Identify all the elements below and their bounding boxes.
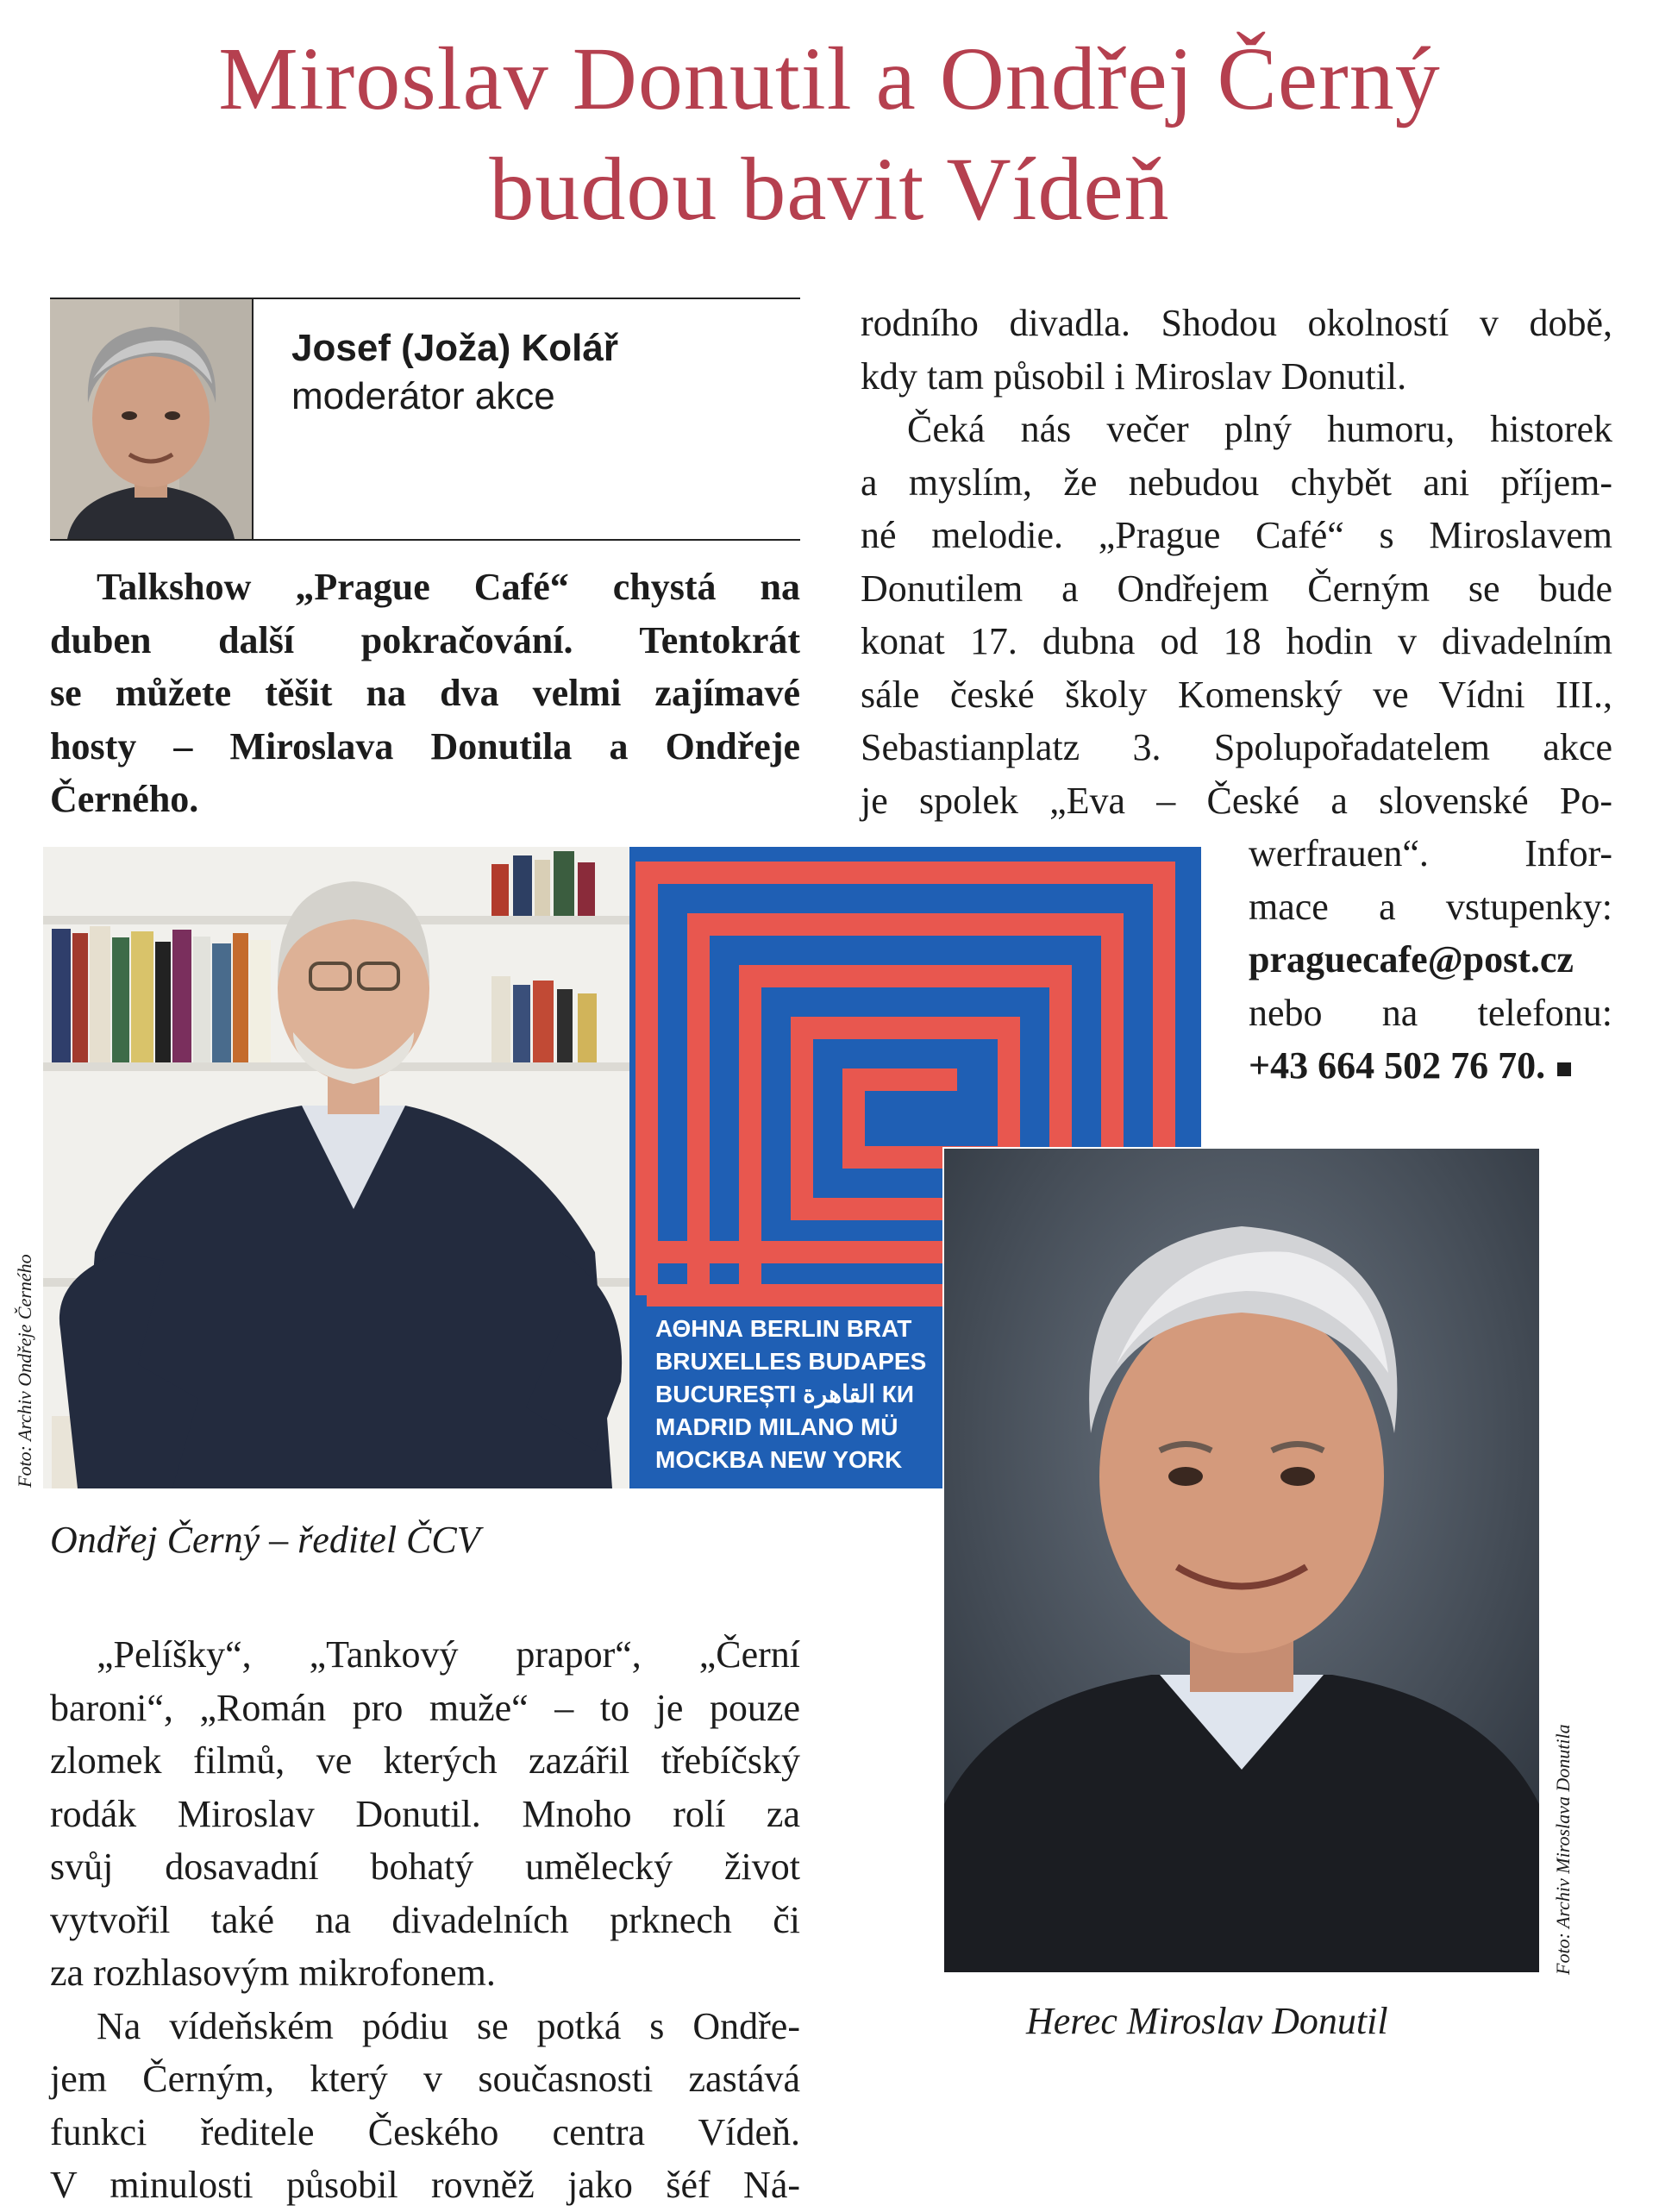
author-box	[50, 298, 800, 541]
poster-city-line: MOCKBA NEW YORK	[655, 1446, 903, 1473]
text-line: Sebastianplatz 3. Spolupořadatelem akce	[861, 726, 1612, 768]
author-name: Josef (Joža) Kolář	[291, 327, 618, 369]
headline	[0, 24, 1659, 245]
text-line: jem Černým, který v současnosti zastává	[50, 2058, 800, 2100]
contact-block	[1249, 827, 1612, 1093]
left-column-text	[50, 1628, 800, 2212]
text-line: svůj dosavadní bohatý umělecký život	[50, 1845, 800, 1888]
text-line: a myslím, že nebudou chybět ani příjem-	[861, 461, 1612, 504]
lead-line: hosty – Miroslava Donutila a Ondřeje	[50, 724, 800, 768]
text-line: vytvořil také na divadelních prknech či	[50, 1898, 800, 1941]
text-line: za rozhlasovým mikrofonem.	[50, 1952, 496, 1994]
lead-line: Černého.	[50, 778, 199, 820]
text-line: Čeká nás večer plný humoru, historek	[907, 408, 1612, 450]
text-line: rodák Miroslav Donutil. Mnoho rolí za	[50, 1792, 800, 1835]
headline-line-2: budou bavit Vídeň	[489, 140, 1170, 239]
text-line: kdy tam působil i Miroslav Donutil.	[861, 354, 1407, 398]
text-line: V minulosti působil rovněž jako šéf Ná-	[50, 2164, 800, 2206]
poster-city-line: BUCUREȘTI القاهرة КИ	[655, 1381, 915, 1407]
contact-phone[interactable]: +43 664 502 76 70.	[1249, 1044, 1546, 1087]
lead-line: se můžete těšit na dva velmi zajímavé	[50, 672, 800, 714]
headline-line-1: Miroslav Donutil a Ondřej Černý	[218, 29, 1441, 128]
lead-line: Talkshow „Prague Café“ chystá na	[97, 566, 800, 608]
author-portrait-image	[50, 299, 252, 539]
text-line: werfrauen“. Infor-	[1249, 832, 1612, 874]
text-line: je spolek „Eva – České a slovenské Po-	[861, 779, 1612, 822]
contact-email[interactable]: praguecafe@post.cz	[1249, 938, 1574, 981]
text-line: konat 17. dubna od 18 hodin v divadelním	[861, 620, 1612, 662]
poster-city-line: BRUXELLES BUDAPES	[655, 1348, 927, 1375]
text-line: Donutilem a Ondřejem Černým se bude	[861, 567, 1612, 610]
end-mark-icon	[1557, 1062, 1571, 1076]
photo-credit-donutil: Foto: Archiv Miroslava Donutila	[1552, 1724, 1574, 1975]
right-column-text	[861, 297, 1612, 827]
text-line: mace a vstupenky:	[1249, 885, 1612, 928]
author-role: moderátor akce	[291, 375, 555, 417]
photo-donutil	[942, 1147, 1541, 1974]
text-line: nebo na telefonu:	[1249, 991, 1612, 1034]
photo-donutil-image	[944, 1149, 1539, 1972]
text-line: sále české školy Komenský ve Vídni III.,	[861, 673, 1612, 716]
caption-donutil: Herec Miroslav Donutil	[1026, 2000, 1388, 2042]
contact-phone-line	[1249, 1039, 1612, 1093]
author-photo	[50, 299, 254, 539]
poster-city-line: MADRID MILANO MÜ	[655, 1413, 898, 1440]
poster-cities	[655, 1313, 926, 1476]
text-line: baroni“, „Román pro muže“ – to je pouze	[50, 1686, 800, 1729]
photo-credit-cerny: Foto: Archiv Ondřeje Černého	[14, 1254, 35, 1488]
lead-line: duben další pokračování. Tentokrát	[50, 618, 800, 661]
text-line: zlomek filmů, ve kterých zazářil třebíčský	[50, 1739, 800, 1782]
lead-paragraph	[50, 561, 800, 826]
text-line: funkci ředitele Českého centra Vídeň.	[50, 2110, 800, 2153]
poster-city-line: ΑΘΗΝΑ BERLIN BRAT	[655, 1315, 912, 1342]
text-line: rodního divadla. Shodou okolností v době,	[861, 302, 1612, 344]
caption-cerny: Ondřej Černý – ředitel ČCV	[50, 1519, 480, 1561]
text-line: né melodie. „Prague Café“ s Miroslavem	[861, 514, 1612, 556]
text-line: Na vídeňském pódiu se potká s Ondře-	[97, 2004, 800, 2047]
text-line: „Pelíšky“, „Tankový prapor“, „Černí	[97, 1633, 800, 1676]
